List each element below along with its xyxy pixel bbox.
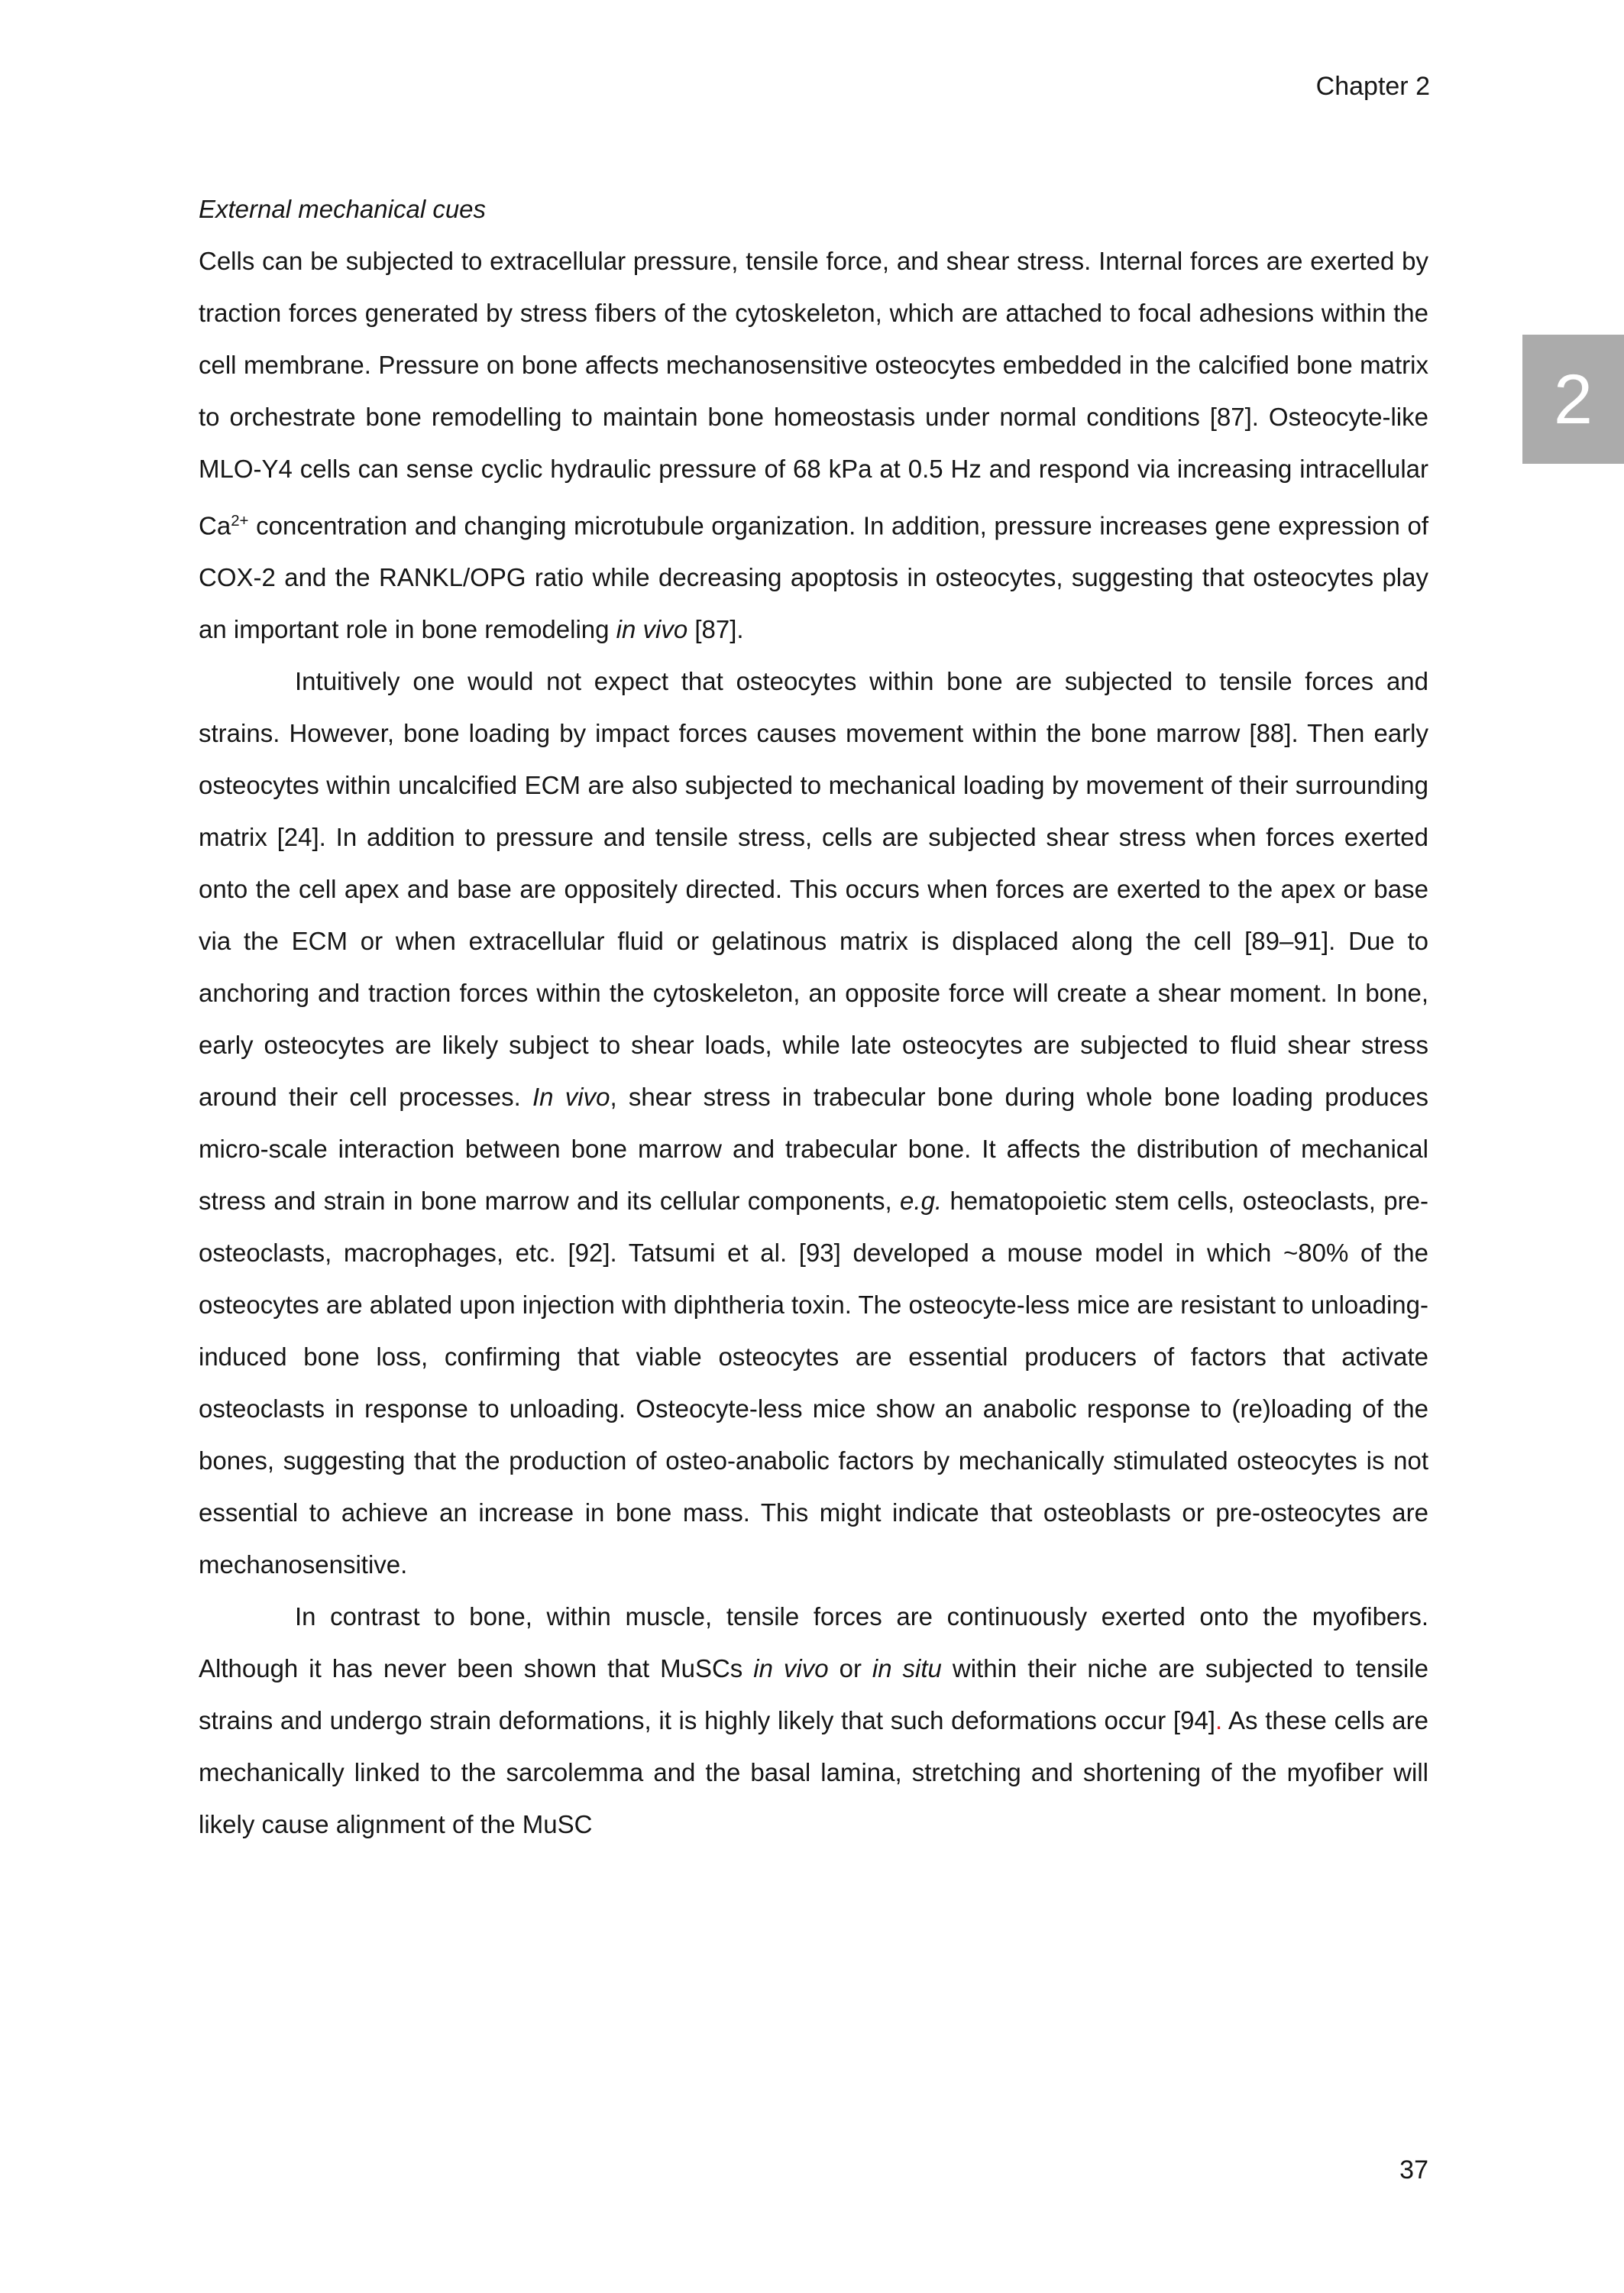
page-number: 37	[1399, 2155, 1428, 2185]
paragraph-muscle-tensile: In contrast to bone, within muscle, tensile forces are continuously exerted onto the myofibers. Although it has never been shown that MuSCs in vivo or in situ within their niche are subjected to tensile strains and undergo strain deformations, it is highly likely that such deformations occur [94]. As these cells are mechanically linked to the sarcolemma and the basal lamina, stretching and shortening of the myofiber will likely cause alignment of the MuSC	[199, 1602, 1428, 1839]
paragraph-external-cues: Cells can be subjected to extracellular pressure, tensile force, and shear stress. Internal forces are exerted by traction forces generated by stress fibers of the cytoskeleton, which are attached to focal adhesions within the cell membrane. Pressure on bone affects mechanosensitive osteocytes embedded in the calcified bone matrix to orchestrate bone remodelling to maintain bone homeostasis under normal conditions [87]. Osteocyte-like MLO-Y4 cells can sense cyclic hydraulic pressure of 68 kPa at 0.5 Hz and respond via increasing intracellular $Ca^{2+}$ concentration and changing microtubule organization. In addition, pressure increases gene expression of COX-2 and the RANKL/OPG ratio while decreasing apoptosis in osteocytes, suggesting that osteocytes play an important role in bone remodeling in vivo [87].	[199, 247, 1428, 644]
section-heading: External mechanical cues	[199, 195, 487, 223]
paragraph-osteocytes-forces: Intuitively one would not expect that osteocytes within bone are subjected to tensile forces and strains. However, bone loading by impact forces causes movement within the bone marrow [88]. Then early osteocytes within uncalcified ECM are also subjected to mechanical loading by movement of their surrounding matrix [24]. In addition to pressure and tensile stress, cells are subjected shear stress when forces exerted onto the cell apex and base are oppositely directed. This occurs when forces are exerted to the apex or base via the ECM or when extracellular fluid or gelatinous matrix is displaced along the cell [89–91]. Due to anchoring and traction forces within the cytoskeleton, an opposite force will create a shear moment. In bone, early osteocytes are likely subject to shear loads, while late osteocytes are subjected to fluid shear stress around their cell processes. In vivo, shear stress in trabecular bone during whole bone loading produces micro-scale interaction between bone marrow and trabecular bone. It affects the distribution of mechanical stress and strain in bone marrow and its cellular components, e.g. hematopoietic stem cells, osteoclasts, pre-osteoclasts, macrophages, etc. [92]. Tatsumi et al. [93] developed a mouse model in which ~80% of the osteocytes are ablated upon injection with diphtheria toxin. The osteocyte-less mice are resistant to unloading-induced bone loss, confirming that viable osteocytes are essential producers of factors that activate osteoclasts in response to unloading. Osteocyte-less mice show an anabolic response to (re)loading of the bones, suggesting that the production of osteo-anabolic factors by mechanically stimulated osteocytes is not essential to achieve an increase in bone mass. This might indicate that osteoblasts or pre-osteocytes are mechanosensitive.	[199, 667, 1429, 1579]
chapter-tab-number: 2	[1553, 360, 1593, 439]
text-block	[199, 183, 1428, 1851]
chapter-side-tab	[1522, 335, 1624, 464]
running-header-chapter: Chapter 2	[1315, 72, 1430, 101]
